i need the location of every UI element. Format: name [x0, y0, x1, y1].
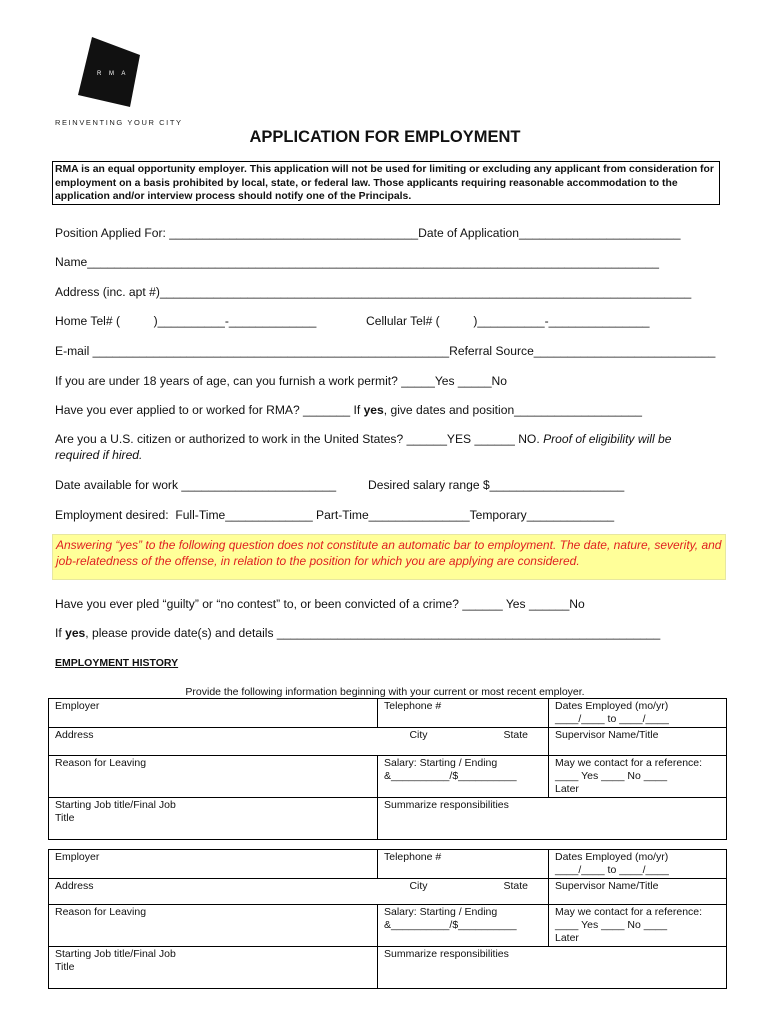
employer-cell[interactable]: Employer — [49, 699, 378, 728]
details-yes: yes — [65, 626, 86, 640]
citizen-text: Are you a U.S. citizen or authorized to work in the United States? ______YES ______ NO. — [55, 432, 544, 446]
position-applied-field[interactable]: Position Applied For: _____________________________________Date of Application________________________ — [55, 226, 681, 240]
conviction-details-field[interactable] — [55, 626, 660, 640]
address-label: Address — [55, 729, 94, 741]
supervisor-cell[interactable]: Supervisor Name/Title — [549, 728, 727, 756]
conviction-warning: Answering “yes” to the following question does not constitute an automatic bar to employment. The date, nature, severity, and job-relatedness of the offense, in relation to the position for which you are applying are considered. — [52, 534, 726, 580]
address-cell[interactable] — [49, 879, 549, 905]
job-title-cell[interactable] — [49, 947, 378, 989]
citizen-proof-note-cont: required if hired. — [55, 448, 143, 462]
page-title: APPLICATION FOR EMPLOYMENT — [249, 128, 521, 146]
employment-history-heading: EMPLOYMENT HISTORY — [55, 657, 179, 669]
applied-before-text: Have you ever applied to or worked for RMA? _______ If — [55, 403, 364, 417]
contact-label: May we contact for a reference: — [555, 757, 703, 769]
applied-before-question[interactable] — [55, 403, 642, 417]
rma-logo — [78, 37, 142, 107]
salary-blank: &__________/$__________ — [384, 770, 517, 782]
job-title-cell[interactable] — [49, 798, 378, 840]
cell-tel-field[interactable]: Cellular Tel# ( )__________-_______________ — [366, 314, 650, 328]
work-permit-question[interactable]: If you are under 18 years of age, can you furnish a work permit? _____Yes _____No — [55, 374, 508, 388]
reason-cell[interactable]: Reason for Leaving — [49, 905, 378, 947]
address-cell[interactable] — [49, 728, 549, 756]
employment-history-instruction: Provide the following information beginning with your current or most recent employer. — [185, 686, 585, 698]
responsibilities-cell[interactable]: Summarize responsibilities — [378, 947, 727, 989]
details-if: If — [55, 626, 66, 640]
job-title-label-cont: Title — [55, 961, 75, 973]
contact-cell[interactable] — [549, 756, 727, 798]
address-field[interactable]: Address (inc. apt #)_______________________________________________________________________________ — [55, 285, 692, 299]
salary-cell[interactable] — [378, 905, 549, 947]
dates-employed-cell[interactable] — [549, 699, 727, 728]
date-available-field[interactable]: Date available for work _______________________ — [55, 478, 337, 492]
email-field[interactable]: E-mail _____________________________________________________Referral Source___________________________ — [55, 344, 716, 358]
employment-desired-field[interactable]: Employment desired: Full-Time_____________ Part-Time_______________Temporary_____________ — [55, 508, 615, 522]
contact-blank: ____ Yes ____ No ____ — [555, 770, 668, 782]
home-tel-field[interactable]: Home Tel# ( )__________-_____________ — [55, 314, 317, 328]
salary-label: Salary: Starting / Ending — [384, 757, 498, 769]
logo-text: R M A — [97, 71, 129, 77]
salary-range-field[interactable]: Desired salary range $____________________ — [368, 478, 625, 492]
job-title-label: Starting Job title/Final Job — [55, 948, 176, 960]
supervisor-cell[interactable]: Supervisor Name/Title — [549, 879, 727, 905]
dates-employed-label: Dates Employed (mo/yr) — [555, 700, 669, 712]
dates-employed-cell[interactable] — [549, 850, 727, 879]
city-label: City — [409, 729, 428, 741]
job-title-label-cont: Title — [55, 812, 75, 824]
citizen-question[interactable] — [55, 432, 671, 446]
contact-label: May we contact for a reference: — [555, 906, 703, 918]
salary-cell[interactable] — [378, 756, 549, 798]
name-field[interactable]: Name_____________________________________________________________________________________ — [55, 255, 659, 269]
salary-blank: &__________/$__________ — [384, 919, 517, 931]
dates-employed-label: Dates Employed (mo/yr) — [555, 851, 669, 863]
citizen-proof-note: Proof of eligibility will be — [543, 432, 672, 446]
details-text: , please provide date(s) and details _________________________________________________________ — [85, 626, 661, 640]
dates-employed-blank: ____/____ to ____/____ — [555, 713, 669, 725]
employer-table-1 — [48, 698, 727, 840]
applied-before-dates: , give dates and position___________________ — [383, 403, 642, 417]
state-label: State — [503, 880, 528, 892]
address-label: Address — [55, 880, 94, 892]
telephone-cell[interactable]: Telephone # — [378, 699, 549, 728]
conviction-question[interactable]: Have you ever pled “guilty” or “no contest” to, or been convicted of a crime? ______ Yes ______No — [55, 597, 585, 611]
contact-later: Later — [555, 932, 579, 944]
job-title-label: Starting Job title/Final Job — [55, 799, 176, 811]
dates-employed-blank: ____/____ to ____/____ — [555, 864, 669, 876]
reason-cell[interactable]: Reason for Leaving — [49, 756, 378, 798]
contact-blank: ____ Yes ____ No ____ — [555, 919, 668, 931]
contact-later: Later — [555, 783, 579, 795]
employer-table-2 — [48, 849, 727, 989]
contact-cell[interactable] — [549, 905, 727, 947]
city-label: City — [409, 880, 428, 892]
equal-opportunity-notice: RMA is an equal opportunity employer. This application will not be used for limiting or excluding any applicant from consideration for employment on a basis prohibited by local, state, or federal law. Those applicants requiring reasonable accommodation to the application and/or interview process should notify one of the Principals. — [52, 161, 720, 205]
employer-cell[interactable]: Employer — [49, 850, 378, 879]
state-label: State — [503, 729, 528, 741]
telephone-cell[interactable]: Telephone # — [378, 850, 549, 879]
responsibilities-cell[interactable]: Summarize responsibilities — [378, 798, 727, 840]
logo-shape-icon — [78, 37, 142, 107]
applied-before-yes: yes — [363, 403, 384, 417]
salary-label: Salary: Starting / Ending — [384, 906, 498, 918]
tagline: REINVENTING YOUR CITY — [55, 118, 183, 127]
